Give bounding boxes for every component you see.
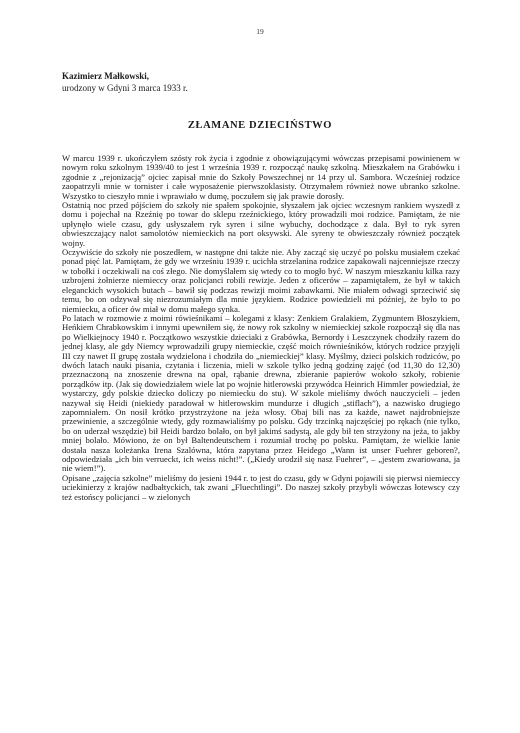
paragraph: Ostatnią noc przed pójściem do szkoły nie spałem spokojnie, słyszałem jak ojciec wczesnym rankiem wyszedł z domu i pojechał na Rzeźnię po towar do sklepu rzeźnickiego, który prowadzili moi rodzice. Pamiętam, że nie upłynęło wiele czasu, gdy usłyszałem ryk syren i silne wybuchy, dochodzące z dala. Był to ryk syren obwieszczający nalot samolotów niemieckich na port oksywski. Ale syreny te obwieszczały również początek wojny. [62, 200, 460, 248]
paragraph: Opisane „zajęcia szkolne” mieliśmy do jesieni 1944 r. to jest do czasu, gdy w Gdyni pojawili się pierwsi niemieccy uciekinierzy z krajów nadbałtyckich, tak zwani „Fluechtlingi”. Do naszej szkoły przybyli wówczas łotewscy czy też estońscy policjanci – w zielonych [62, 472, 460, 502]
document-title: ZŁAMANE DZIECIŃSTWO [187, 120, 333, 131]
document-body [62, 154, 460, 502]
page-number: 19 [256, 27, 264, 36]
paragraph: Po latach w rozmowie z moimi rówieśnikami – kolegami z klasy: Zenkiem Gralakiem, Zygmuntem Błoszykiem, Heńkiem Chrabkowskim i innymi upewniłem się, że nowy rok szkolny w niemieckiej szkole rozpoczął się dla nas po Wielkiejnocy 1940 r. Początkowo wszystkie dzieciaki z Grabówka, Bernordy i Leszczynek chodziły razem do jednej klasy, ale gdy Niemcy wprowadzili grupy niemieckie, część moich równieśników, których rodzice przyjęli III czy nawet II grupę została wydzielona i chodziła do „niemieckiej” klasy. Myślmy, dzieci polskich rodziców, po dwóch latach nauki pisania, czytania i liczenia, mieli w szkole tylko jedną godzinę zajęć (od 11,30 do 12,30) przeznaczoną na znoszenie drewna na opał, rąbanie drewna, zbieranie papierów wokoło szkoły, robienie porządków itp. (Jak się dowiedziałem wiele lat po wojnie hitlerowski przywódca Heinrich Himmler powiedział, że wystarczy, gdy polskie dziecko doliczy po niemiecku do stu). W szkole mieliśmy dwóch nauczycieli – jeden nazywał się Heidi (niekiedy paradował w hitlerowskim mundurze i długich „stiflach”), a nazwisko drugiego zapomniałem. On nosił krótko przystrzyżone na jeża włosy. Obaj bili nas za każde, nawet najdrobniejsze przewinienie, a szczególnie wtedy, gdy rozmawialiśmy po polsku. Gdy trzcinką najczęściej po rękach (nie tylko, bo on uderzał wszędzie) bił Heidi bardzo bolało, on był jakimś sadystą, ale gdy bił ten strzyżony na jeża, to jakby mniej bolało. Mówiono, że on był Baltendeutschem i rozumiał trochę po polsku. Pamiętam, że wielkie lanie dostała nasza koleżanka Irena Szalówna, która zapytana przez Heidego „Wann ist unser Fuehrer geboren?, odpowiedziała „ich bin verrueckt, ich weiss nicht!”. („Kiedy urodził się nasz Fuehrer”, – „jestem zwariowana, ja nie wiem!”). [62, 312, 460, 474]
author-block [62, 70, 188, 94]
author-birth: urodzony w Gdyni 3 marca 1933 r. [62, 83, 188, 93]
paragraph: Oczywiście do szkoły nie poszedłem, w następne dni także nie. Aby zacząć się uczyć po polsku musiałem czekać ponad pięć lat. Pamiętam, że gdy we wrześniu 1939 r. ucichła strzelanina rodzice zapakowali najcenniejsze rzeczy w tobołki i oczekiwali na coś złego. Nie domyślałem się wtedy co to mogło być. W naszym mieszkaniu kilka razy uzbrojeni żołnierze niemieccy oraz policjanci robili rewizje. Jeden z oficerów – zapamiętałem, że był w takich eleganckich wysokich butach – bawił się podczas rewizji moimi zabawkami. Nie miałem odwagi sprzeciwić się temu, bo on odzywał się niezrozumiałym dla mnie językiem. Rodzice powiedzieli mi później, że było to po niemiecku, a oficer ów miał w domu małego synka. [62, 247, 460, 314]
author-name: Kazimierz Małkowski, [62, 71, 149, 81]
paragraph: W marcu 1939 r. ukończyłem szósty rok życia i zgodnie z obowiązującymi wówczas przepisami powinienem w nowym roku szkolnym 1939/40 to jest 1 września 1939 r. rozpocząć naukę szkolną. Mieszkałem na Grabówku i zgodnie z „rejonizacją” ojciec zapisał mnie do Szkoły Powszechnej nr 14 przy ul. Sambora. Wcześniej rodzice zaopatrzyli mnie w tornister i całe wyposażenie pierwszoklasisty. Otrzymałem również nowe ubranko szkolne. Wszystko to cieszyło mnie i wprawiało w dumę, poczułem się jak prawie dorosły. [62, 153, 460, 201]
